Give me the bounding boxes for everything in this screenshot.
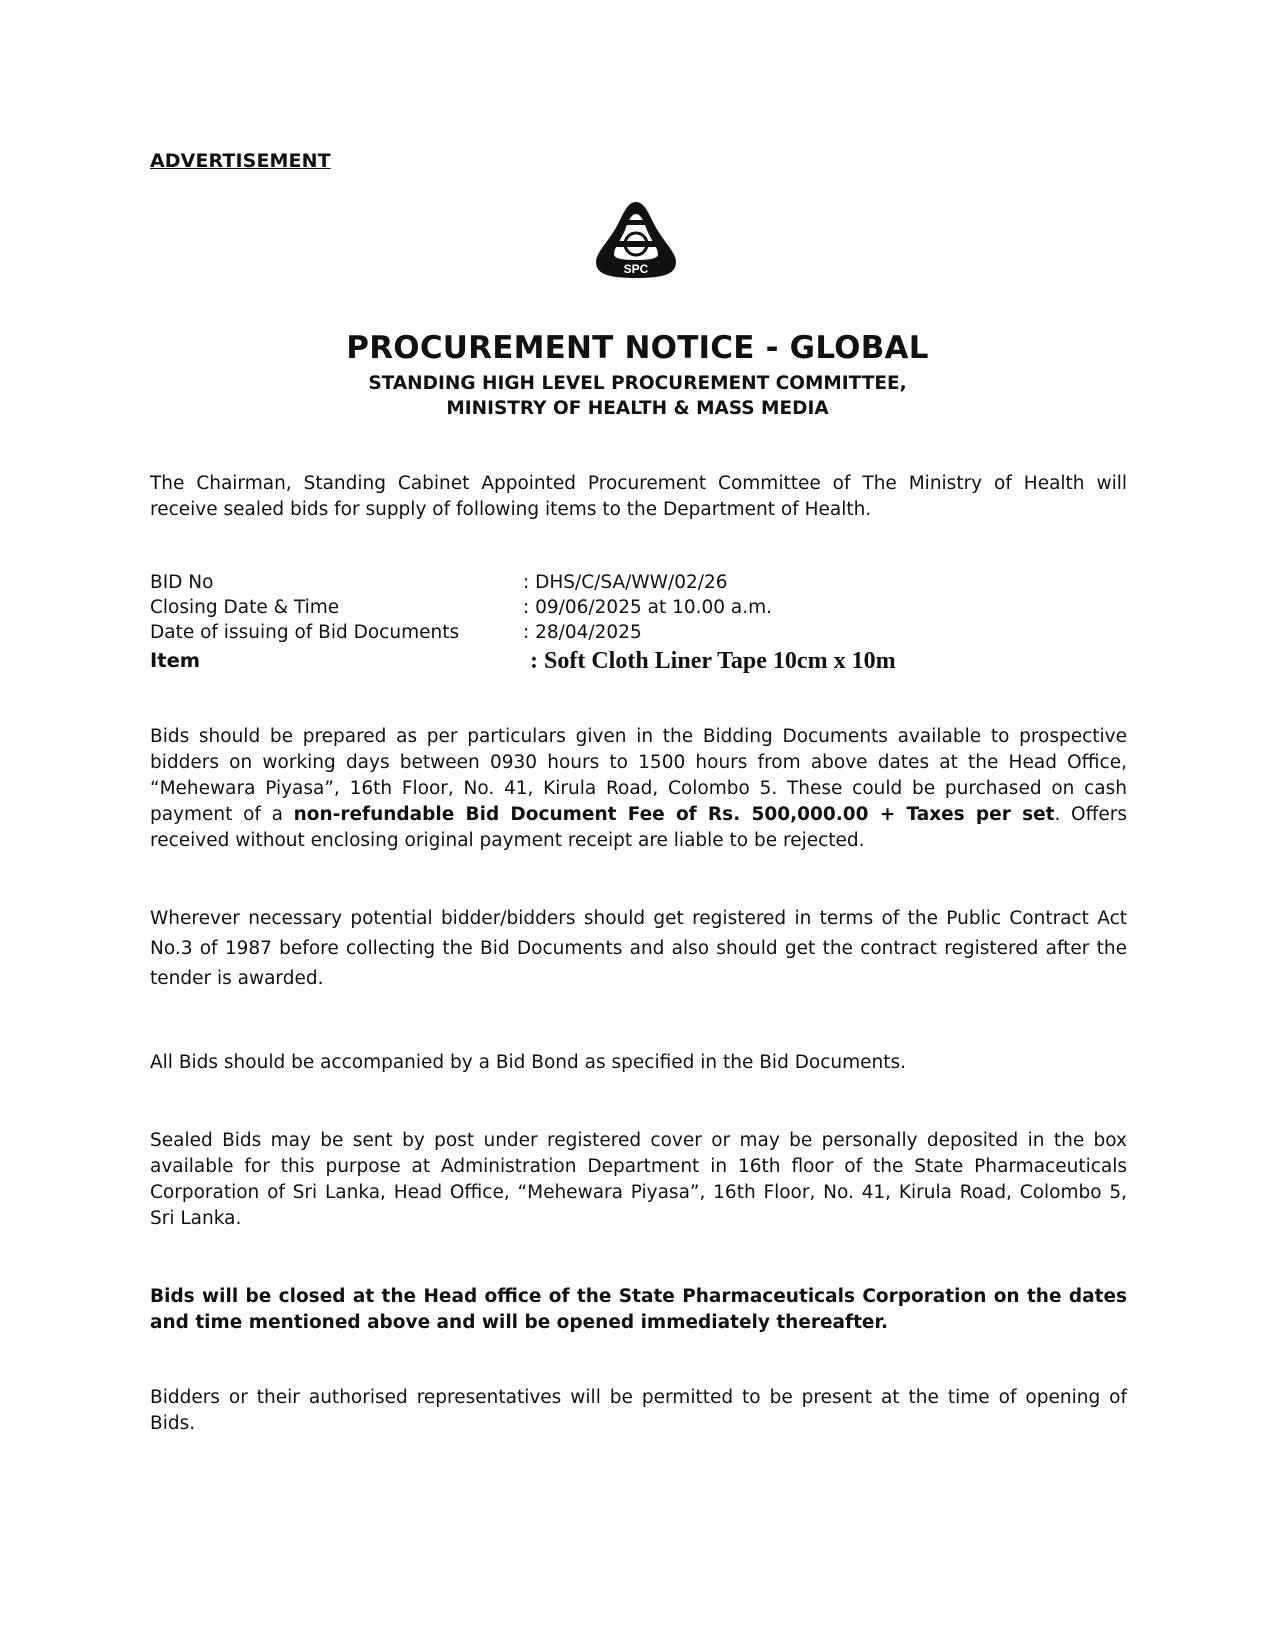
sealed-bids-paragraph: Sealed Bids may be sent by post under registered cover or may be personally deposited in the box available for this purpose at Administration Department in 16th floor of the State Pharmaceuticals Corporation of Sri Lanka, Head Office, “Mehewara Piyasa”, 16th Floor, No. 41, Kirula Road, Colombo 5, Sri Lanka.	[150, 1130, 1127, 1229]
bid-label: Item	[150, 649, 201, 672]
bid-label: Closing Date & Time	[150, 597, 340, 618]
bid-details	[150, 570, 1127, 677]
bid-row-closing-date	[150, 595, 1127, 620]
bid-value: : 28/04/2025	[523, 622, 642, 643]
advertisement-heading: ADVERTISEMENT	[150, 150, 331, 172]
closing-paragraph: Bids will be closed at the Head office of the State Pharmaceuticals Corporation on the dates and time mentioned above and will be opened immediately thereafter.	[150, 1286, 1127, 1333]
bid-row-issue-date	[150, 620, 1127, 645]
bid-value: : 09/06/2025 at 10.00 a.m.	[523, 597, 773, 618]
registration-paragraph: Wherever necessary potential bidder/bidders should get registered in terms of the Public Contract Act No.3 of 1987 before collecting the Bid Documents and also should get the contract registered after the tender is awarded.	[150, 908, 1127, 989]
bid-bond-paragraph: All Bids should be accompanied by a Bid Bond as specified in the Bid Documents.	[150, 1052, 907, 1073]
bid-rejection-text: . Offers received without enclosing original payment receipt are liable to be rejected.	[150, 804, 1127, 851]
bid-value: : DHS/C/SA/WW/02/26	[523, 572, 728, 593]
bid-label: Date of issuing of Bid Documents	[150, 622, 460, 643]
bid-value: : Soft Cloth Liner Tape 10cm x 10m	[530, 648, 896, 674]
bid-row-item	[150, 645, 1127, 677]
presence-paragraph: Bidders or their authorised representatives will be permitted to be present at the time of opening of Bids.	[150, 1387, 1127, 1434]
page-title: PROCUREMENT NOTICE - GLOBAL	[346, 330, 929, 366]
spc-logo	[590, 200, 682, 280]
subtitle-committee: STANDING HIGH LEVEL PROCUREMENT COMMITTEE,	[368, 373, 907, 394]
bid-label: BID No	[150, 572, 214, 593]
intro-paragraph: The Chairman, Standing Cabinet Appointed Procurement Committee of The Ministry of Health will receive sealed bids for supply of following items to the Department of Health.	[150, 473, 1127, 520]
bid-preparation-paragraph	[150, 724, 1127, 854]
bid-row-bid-no	[150, 570, 1127, 595]
subtitle-ministry: MINISTRY OF HEALTH & MASS MEDIA	[446, 398, 829, 419]
bid-preparation-text: Bids should be prepared as per particulars given in the Bidding Documents available to prospective bidders on working days between 0930 hours to 1500 hours from above dates at the Head Office, “Mehewara Piyasa”, 16th Floor, No. 41, Kirula Road, Colombo 5. These could be purchased on cash payment of a	[150, 726, 1127, 825]
svg-text:SPC: SPC	[623, 262, 649, 276]
bid-document-fee: non-refundable Bid Document Fee of Rs. 500,000.00 + Taxes per set	[293, 804, 1055, 825]
